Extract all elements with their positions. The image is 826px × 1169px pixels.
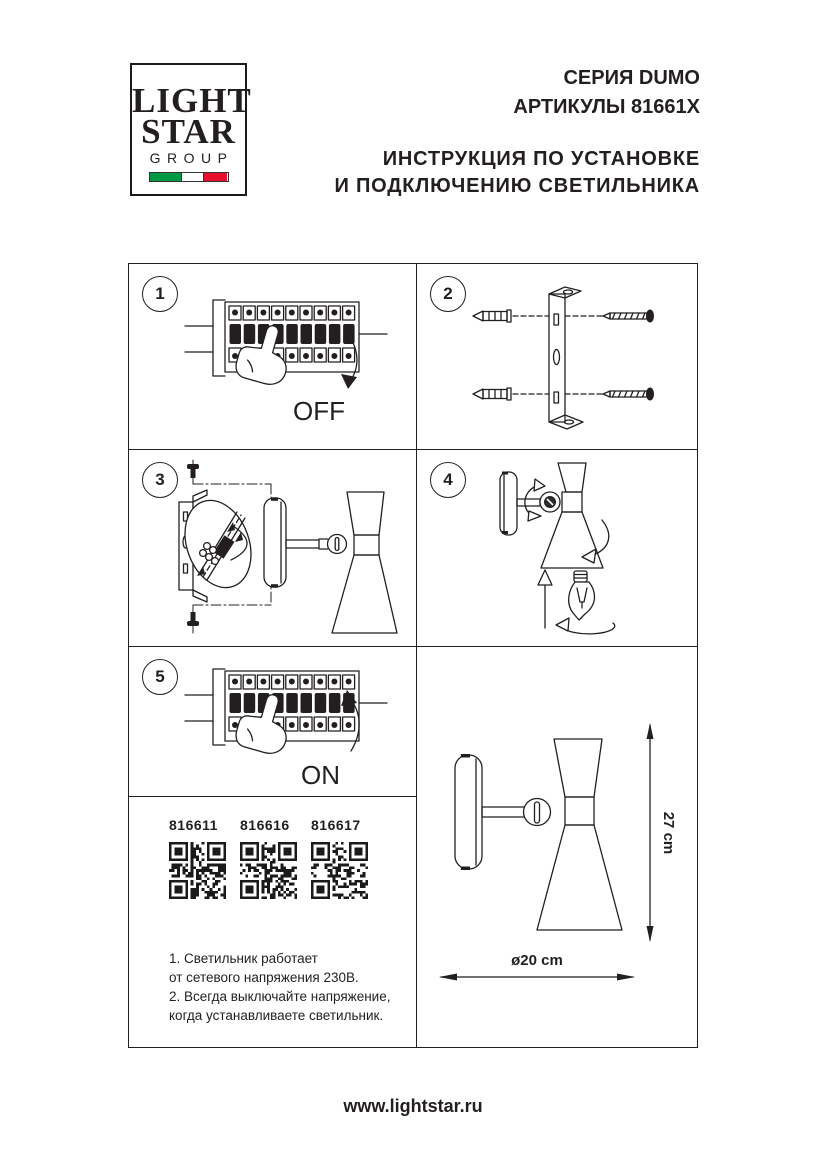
italian-flag-stripe — [149, 172, 229, 182]
qr-code — [240, 842, 297, 899]
doc-title-line2: И ПОДКЛЮЧЕНИЮ СВЕТИЛЬНИКА — [334, 175, 700, 197]
qr-code — [169, 842, 226, 899]
step-5-number: 5 — [142, 659, 178, 695]
flag-green — [150, 173, 183, 181]
logo-word-star: STAR — [141, 112, 236, 151]
candle-bulb-icon — [569, 571, 595, 620]
step-1-panel — [129, 264, 416, 449]
qr-item — [311, 817, 368, 904]
wall-anchor-bottom — [473, 388, 549, 400]
doc-title-line1: ИНСТРУКЦИЯ ПО УСТАНОВКЕ — [382, 148, 700, 170]
note-line: когда устанавливаете светильник. — [169, 1008, 384, 1023]
flag-white — [182, 173, 202, 181]
step-4-panel — [417, 450, 699, 646]
arrow-up-icon — [538, 570, 552, 628]
step-2-number: 2 — [430, 276, 466, 312]
screw-top — [565, 310, 654, 323]
articles: АРТИКУЛЫ 81661X — [513, 96, 700, 118]
qr-code — [311, 842, 368, 899]
step-1-label: OFF — [293, 396, 345, 426]
lightstar-logo — [130, 63, 252, 196]
header — [334, 64, 700, 200]
note-line: 1. Светильник работает — [169, 951, 318, 966]
instruction-grid — [128, 263, 698, 1048]
step-1-number: 1 — [142, 276, 178, 312]
mount-screw-bottom — [187, 612, 199, 626]
rotate-bulb-arrow-icon — [556, 618, 615, 634]
diameter-dimension-label: ø20 cm — [511, 952, 563, 969]
logo-word-light: LIGHT — [132, 81, 252, 120]
article-number: 816617 — [311, 817, 361, 833]
qr-item — [169, 817, 226, 904]
height-dimension-label: 27 cm — [660, 811, 677, 855]
canopy-drawing — [455, 754, 482, 870]
step-4-number: 4 — [430, 462, 466, 498]
qr-code-row — [169, 817, 368, 904]
dimensions-panel — [417, 647, 699, 1049]
logo-word-group: GROUP — [149, 150, 234, 166]
diameter-dimension — [439, 952, 635, 981]
step-3-number: 3 — [142, 462, 178, 498]
arm-and-shade-drawing — [482, 739, 622, 930]
wiring-detail-balloon — [173, 491, 262, 597]
wall-bracket-drawing — [549, 287, 583, 429]
rotate-shade-arrow-icon — [582, 520, 609, 563]
canopy-drawing — [264, 497, 286, 587]
mount-screw-top — [187, 464, 199, 478]
height-dimension — [647, 723, 678, 942]
flag-red — [203, 173, 228, 181]
canopy-drawing — [500, 472, 517, 536]
note-line: 2. Всегда выключайте напряжение, — [169, 989, 391, 1004]
article-number: 816611 — [169, 817, 218, 833]
step-5-label: ON — [301, 760, 340, 790]
note-line: от сетевого напряжения 230В. — [169, 970, 359, 985]
step-2-panel — [417, 264, 699, 449]
safety-notes — [169, 949, 390, 1025]
website-url: www.lightstar.ru — [343, 1096, 483, 1116]
lamp-dimensions-illustration — [417, 647, 699, 1049]
article-number: 816616 — [240, 817, 290, 833]
series-name: СЕРИЯ DUMO — [563, 67, 700, 89]
wall-anchor-top — [473, 310, 549, 322]
qr-item — [240, 817, 297, 904]
articles-and-notes-panel — [129, 797, 416, 1049]
arm-and-shade-drawing — [286, 492, 397, 633]
arrow-up-icon — [341, 690, 359, 751]
screw-bottom — [565, 388, 654, 401]
step-3-panel — [129, 450, 416, 646]
step-5-panel — [129, 647, 416, 796]
